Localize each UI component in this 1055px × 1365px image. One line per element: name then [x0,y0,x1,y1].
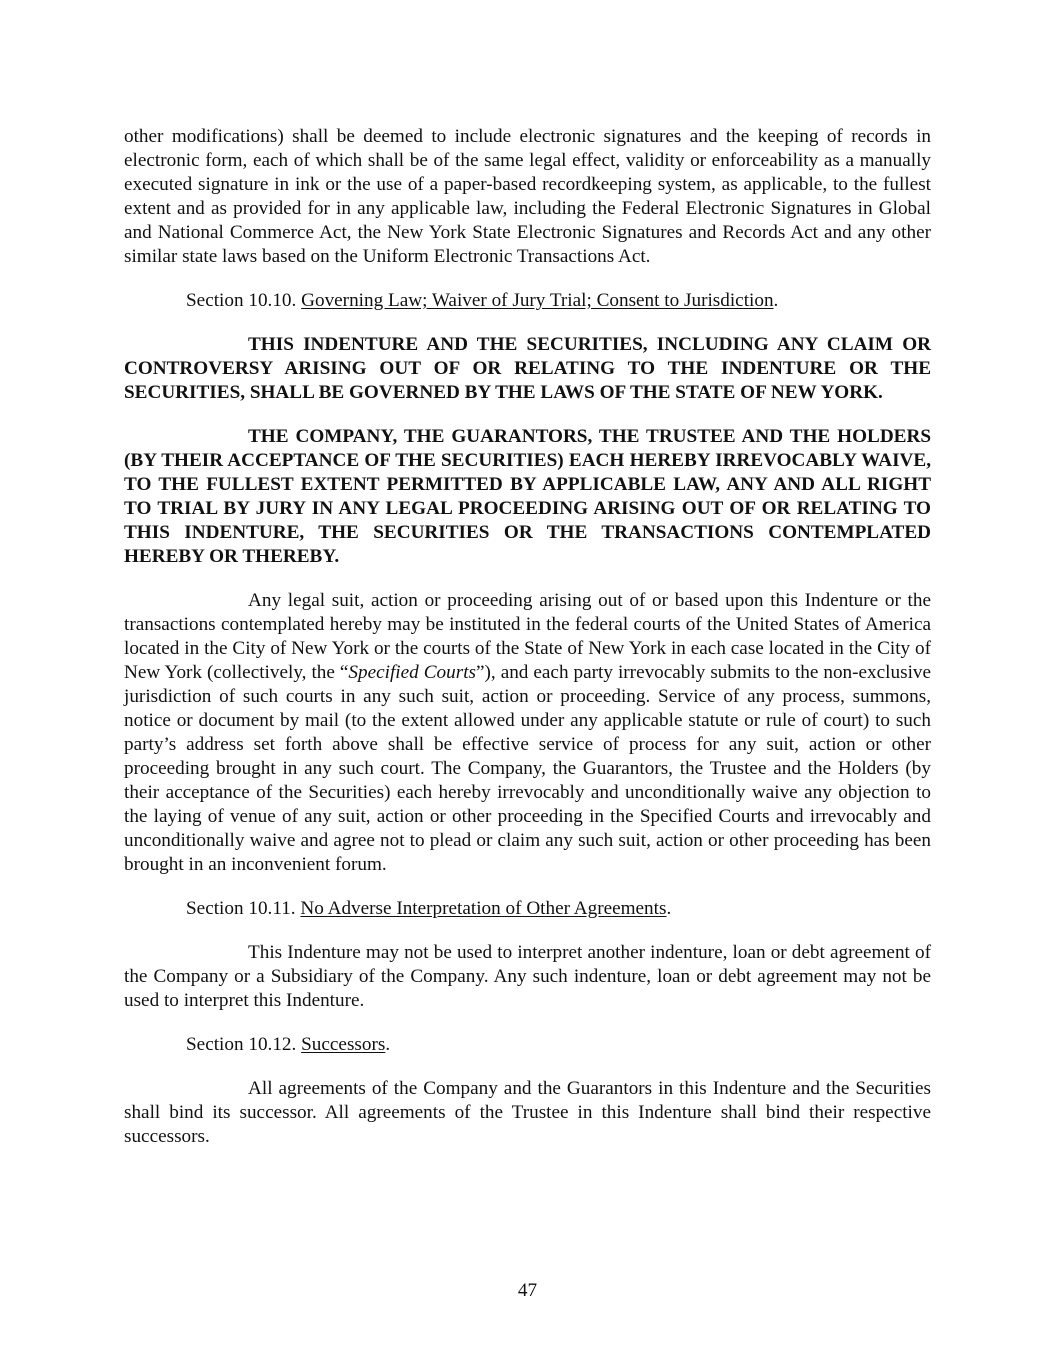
jurisdiction-text-after: ”), and each party irrevocably submits to the non-exclusive jurisdiction of such courts in any such suit, action or proceeding. Service of any process, summons, notice or document by mail (to the extent allowed under any applicable statute or rule of court) to such party’s address set forth above shall be effective service of process for any suit, action or other proceeding brought in any such court. The Company, the Guarantors, the Trustee and the Holders (by their acceptance of the Securities) each hereby irrevocably and unconditionally waive any objection to the laying of venue of any suit, action or other proceeding in the Specified Courts and irrevocably and unconditionally waive and agree not to plead or claim any such suit, action or other proceeding has been brought in an inconvenient forum. [124,662,932,875]
continuation-paragraph: other modifications) shall be deemed to include electronic signatures and the keeping of records in electronic form, each of which shall be of the same legal effect, validity or enforceability as a manually executed signature in ink or the use of a paper-based recordkeeping system, as applicable, to the fullest extent and as provided for in any applicable law, including the Federal Electronic Signatures in Global and National Commerce Act, the New York State Electronic Signatures and Records Act and any other similar state laws based on the Uniform Electronic Transactions Act. [124,126,931,267]
section-10-11-heading: Section 10.11. No Adverse Interpretation of Other Agreements. [186,898,672,919]
section-10-10-number: Section 10.10. [186,290,297,311]
section-10-12-body: All agreements of the Company and the Guarantors in this Indenture and the Securities shall bind its successor. All agreements of the Trustee in this Indenture shall bind their respective successors. [124,1078,931,1147]
section-10-12-title: Successors [301,1034,386,1055]
section-10-10-heading: Section 10.10. Governing Law; Waiver of Jury Trial; Consent to Jurisdiction. [186,290,779,311]
page-number: 47 [517,1280,538,1301]
section-10-11-title: No Adverse Interpretation of Other Agreements [300,898,667,919]
section-10-10-title: Governing Law; Waiver of Jury Trial; Consent to Jurisdiction [301,290,774,311]
section-10-12-number: Section 10.12. [186,1034,297,1055]
jurisdiction-paragraph [124,589,931,877]
jurisdiction-text-before: Any legal suit, action or proceeding arising out of or based upon this Indenture or the transactions contemplated hereby may be instituted in the federal courts of the United States of America located in the City of New York or the courts of the State of New York in each case located in the City of New York (collectively, the “ [124,590,931,683]
document-page [124,125,931,1149]
jury-waiver-paragraph: THE COMPANY, THE GUARANTORS, THE TRUSTEE AND THE HOLDERS (BY THEIR ACCEPTANCE OF THE SECURITIES) EACH HEREBY IRREVOCABLY WAIVE, TO THE FULLEST EXTENT PERMITTED BY APPLICABLE LAW, ANY AND ALL RIGHT TO TRIAL BY JURY IN ANY LEGAL PROCEEDING ARISING OUT OF OR RELATING TO THIS INDENTURE, THE SECURITIES OR THE TRANSACTIONS CONTEMPLATED HEREBY OR THEREBY. [124,426,931,567]
section-10-12-heading: Section 10.12. Successors. [186,1034,391,1055]
section-10-11-body: This Indenture may not be used to interpret another indenture, loan or debt agreement of the Company or a Subsidiary of the Company. Any such indenture, loan or debt agreement may not be used to interpret this Indenture. [124,942,931,1011]
governing-law-paragraph: THIS INDENTURE AND THE SECURITIES, INCLUDING ANY CLAIM OR CONTROVERSY ARISING OUT OF OR RELATING TO THE INDENTURE OR THE SECURITIES, SHALL BE GOVERNED BY THE LAWS OF THE STATE OF NEW YORK. [124,334,931,403]
specified-courts-term: Specified Courts [348,662,476,683]
section-10-11-number: Section 10.11. [186,898,296,919]
